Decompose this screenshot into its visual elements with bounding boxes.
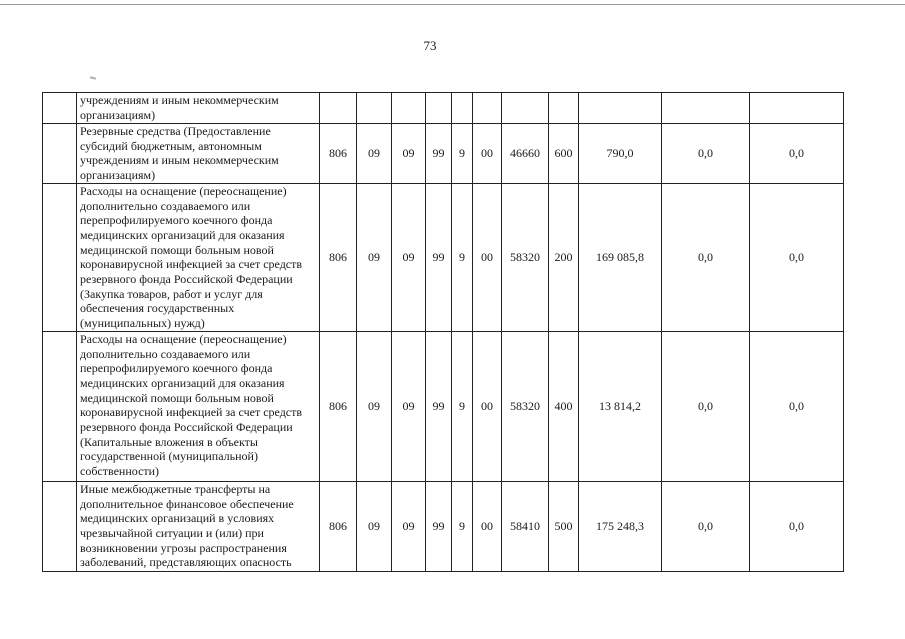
amount-following-cell: 0,0	[750, 331, 844, 481]
subsection-cell: 09	[392, 183, 426, 331]
table-row	[43, 93, 844, 124]
main-event-cell	[473, 93, 502, 124]
subsection-cell: 09	[392, 124, 426, 184]
program-cell: 99	[426, 124, 452, 184]
amount-following-cell	[750, 93, 844, 124]
subsection-cell	[392, 93, 426, 124]
subprogram-cell: 9	[452, 481, 473, 571]
ministry-cell: 806	[320, 124, 357, 184]
description-cell: Иные межбюджетные трансферты на дополнительное финансовое обеспечение медицинских организаций в условиях чрезвычайной ситуации и (или) при возникновении угрозы распространения заболеваний, представляющих опасность	[77, 481, 320, 571]
section-cell: 09	[357, 331, 392, 481]
amount-current-cell	[579, 93, 662, 124]
amount-next-cell	[662, 93, 750, 124]
section-cell: 09	[357, 481, 392, 571]
description-cell: Расходы на оснащение (переоснащение) дополнительно создаваемого или перепрофилируемого коечного фонда медицинских организаций для оказания медицинской помощи больным новой коронавирусной инфекцией за счет средств резервного фонда Российской Федерации (Закупка товаров, работ и услуг для обеспечения государственных (муниципальных) нужд)	[77, 183, 320, 331]
subprogram-cell: 9	[452, 331, 473, 481]
amount-current-cell: 169 085,8	[579, 183, 662, 331]
direction-cell: 58320	[502, 331, 549, 481]
program-cell	[426, 93, 452, 124]
subsection-cell: 09	[392, 331, 426, 481]
subprogram-cell: 9	[452, 183, 473, 331]
table-row	[43, 331, 844, 481]
row-index-cell	[43, 124, 77, 184]
page-top-rule	[0, 4, 905, 5]
table-row	[43, 124, 844, 184]
ministry-cell: 806	[320, 481, 357, 571]
expense-type-cell: 200	[549, 183, 579, 331]
row-index-cell	[43, 183, 77, 331]
amount-following-cell: 0,0	[750, 124, 844, 184]
subsection-cell: 09	[392, 481, 426, 571]
description-cell: Расходы на оснащение (переоснащение) дополнительно создаваемого или перепрофилируемого коечного фонда медицинских организаций для оказания медицинской помощи больным новой коронавирусной инфекцией за счет средств резервного фонда Российской Федерации (Капитальные вложения в объекты государственной (муниципальной) собственности)	[77, 331, 320, 481]
row-index-cell	[43, 331, 77, 481]
program-cell: 99	[426, 183, 452, 331]
main-event-cell: 00	[473, 124, 502, 184]
direction-cell	[502, 93, 549, 124]
amount-next-cell: 0,0	[662, 183, 750, 331]
section-cell: 09	[357, 124, 392, 184]
row-index-cell	[43, 481, 77, 571]
main-event-cell: 00	[473, 481, 502, 571]
amount-next-cell: 0,0	[662, 481, 750, 571]
budget-table	[42, 92, 844, 572]
ministry-cell	[320, 93, 357, 124]
direction-cell: 58410	[502, 481, 549, 571]
main-event-cell: 00	[473, 183, 502, 331]
ministry-cell: 806	[320, 183, 357, 331]
direction-cell: 46660	[502, 124, 549, 184]
description-cell: Резервные средства (Предоставление субсидий бюджетным, автономным учреждениям и иным некоммерческим организациям)	[77, 124, 320, 184]
description-cell: учреждениям и иным некоммерческим организациям)	[77, 93, 320, 124]
section-cell: 09	[357, 183, 392, 331]
program-cell: 99	[426, 481, 452, 571]
amount-following-cell: 0,0	[750, 481, 844, 571]
row-index-cell	[43, 93, 77, 124]
scan-artifact-mark	[90, 76, 96, 79]
expense-type-cell: 600	[549, 124, 579, 184]
expense-type-cell	[549, 93, 579, 124]
program-cell: 99	[426, 331, 452, 481]
amount-current-cell: 175 248,3	[579, 481, 662, 571]
main-event-cell: 00	[473, 331, 502, 481]
table-row	[43, 481, 844, 571]
table-row	[43, 183, 844, 331]
amount-following-cell: 0,0	[750, 183, 844, 331]
direction-cell: 58320	[502, 183, 549, 331]
subprogram-cell: 9	[452, 124, 473, 184]
amount-next-cell: 0,0	[662, 124, 750, 184]
expense-type-cell: 400	[549, 331, 579, 481]
page-number: 73	[423, 38, 437, 53]
amount-current-cell: 790,0	[579, 124, 662, 184]
amount-current-cell: 13 814,2	[579, 331, 662, 481]
subprogram-cell	[452, 93, 473, 124]
amount-next-cell: 0,0	[662, 331, 750, 481]
expense-type-cell: 500	[549, 481, 579, 571]
section-cell	[357, 93, 392, 124]
ministry-cell: 806	[320, 331, 357, 481]
